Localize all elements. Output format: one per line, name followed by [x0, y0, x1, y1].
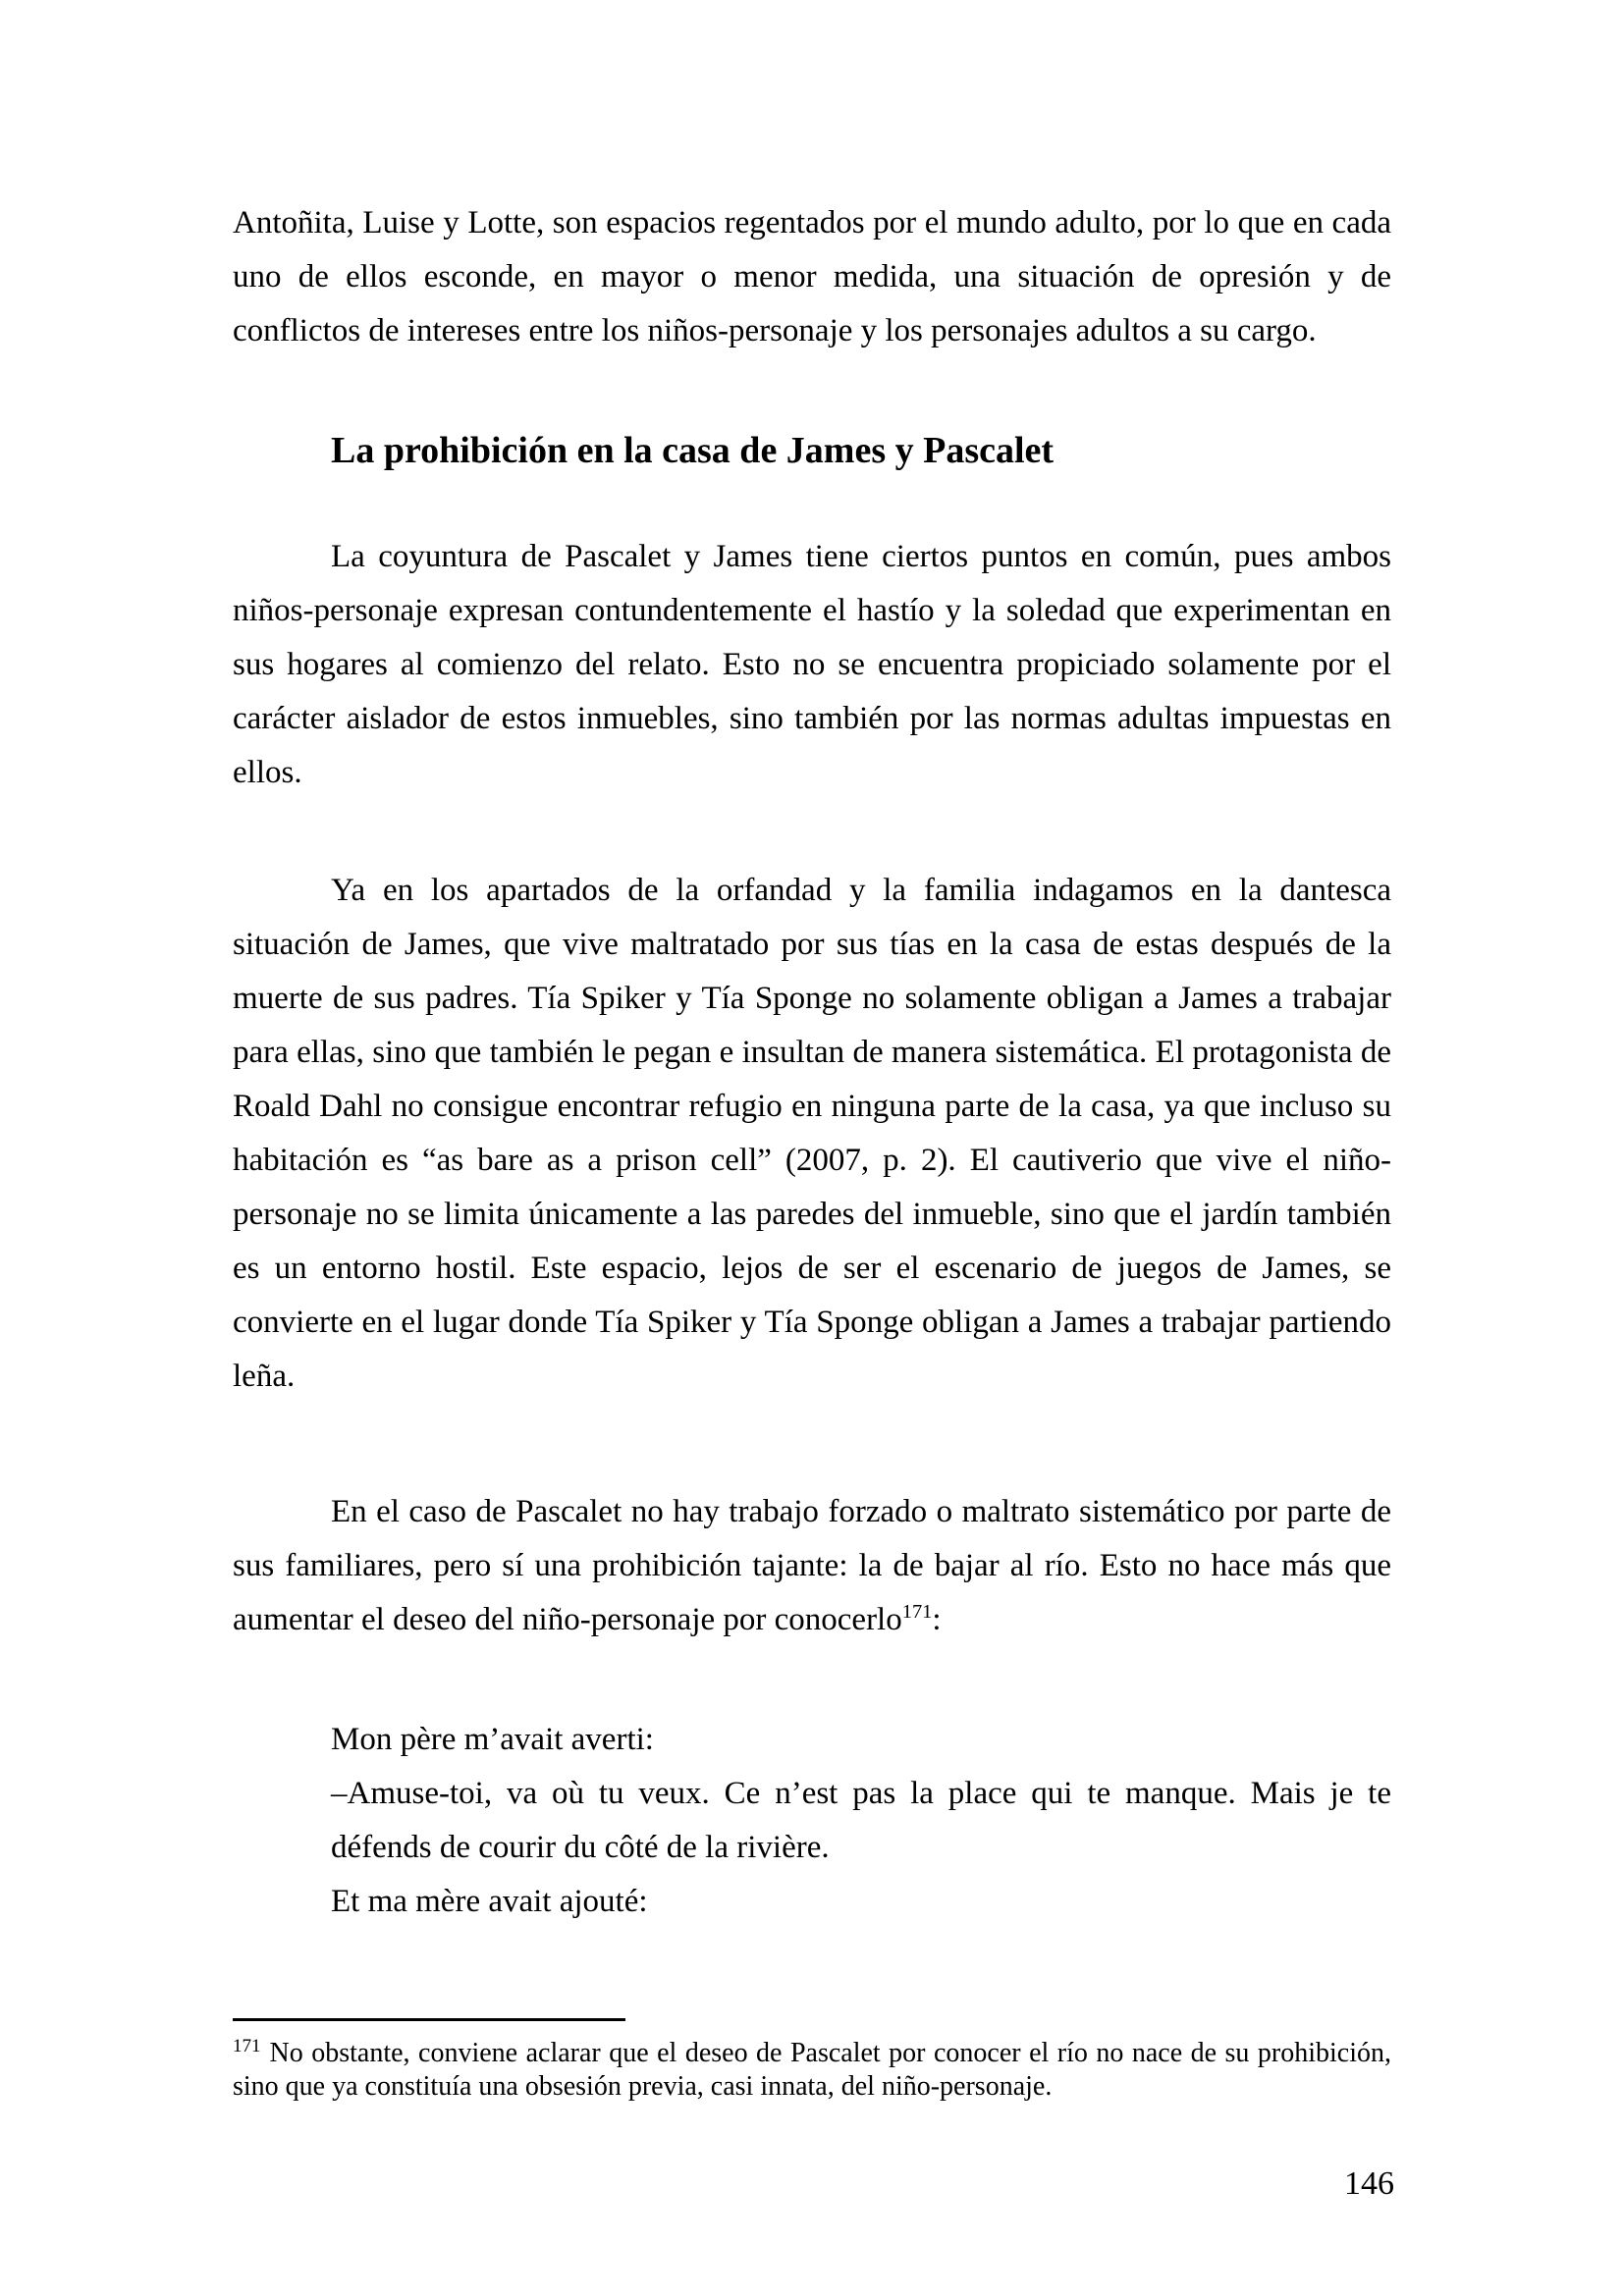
- section-heading: La prohibición en la casa de James y Pascalet: [331, 430, 1055, 471]
- block-quote: [331, 1713, 1391, 1929]
- footnote: [233, 2037, 1391, 2104]
- page-number: 146: [1344, 2165, 1394, 2202]
- footnote-separator: [233, 2018, 625, 2021]
- paragraph-james: Ya en los apartados de la orfandad y la familia indagamos en la dantesca situación de James, que vive maltratado por sus tías en la casa de estas después de la muerte de sus padres. Tía Spiker y Tía Sponge no solamente obligan a James a trabajar para ellas, sino que también le pegan e insultan de manera sistemática. El protagonista de Roald Dahl no consigue encontrar refugio en ninguna parte de la casa, ya que incluso su habitación es “as bare as a prison cell” (2007, p. 2). El cautiverio que vive el niño-personaje no se limita únicamente a las paredes del inmueble, sino que el jardín también es un entorno hostil. Este espacio, lejos de ser el escenario de juegos de James, se convierte en el lugar donde Tía Spiker y Tía Sponge obligan a James a trabajar partiendo leña.: [233, 873, 1391, 1394]
- footnote-reference: 171: [901, 1601, 933, 1623]
- paragraph-pascalet-text: En el caso de Pascalet no hay trabajo forzado o maltrato sistemático por parte de sus familiares, pero sí una prohibición tajante: la de bajar al río. Esto no hace más que aumentar el deseo del niño-personaje por conocerlo: [233, 1494, 1391, 1637]
- paragraph-pascalet: [233, 1485, 1391, 1647]
- paragraph-coyuntura: La coyuntura de Pascalet y James tiene ciertos puntos en común, pues ambos niños-personaje expresan contundentemente el hastío y la soledad que experimentan en sus hogares al comienzo del relato. Esto no se encuentra propiciado solamente por el carácter aislador de estos inmuebles, sino también por las normas adultas impuestas en ellos.: [233, 539, 1391, 790]
- footnote-block: [233, 2018, 1391, 2131]
- footnote-text: No obstante, conviene aclarar que el deseo de Pascalet por conocer el río no nace de su prohibición, sino que ya constituía una obsesión previa, casi innata, del niño-personaje.: [233, 2038, 1391, 2102]
- continuation-paragraph: Antoñita, Luise y Lotte, son espacios regentados por el mundo adulto, por lo que en cada uno de ellos esconde, en mayor o menor medida, una situación de opresión y de conflictos de intereses entre los niños-personaje y los personajes adultos a su cargo.: [233, 205, 1391, 348]
- text-content: [233, 0, 1391, 1929]
- quote-line: –Amuse-toi, va où tu veux. Ce n’est pas la place qui te manque. Mais je te défends de courir du côté de la rivière.: [331, 1776, 1391, 1865]
- quote-line: Mon père m’avait averti:: [331, 1722, 654, 1757]
- footnote-marker: 171: [233, 2035, 261, 2056]
- quote-line: Et ma mère avait ajouté:: [331, 1884, 648, 1919]
- paragraph-pascalet-colon: :: [932, 1602, 942, 1637]
